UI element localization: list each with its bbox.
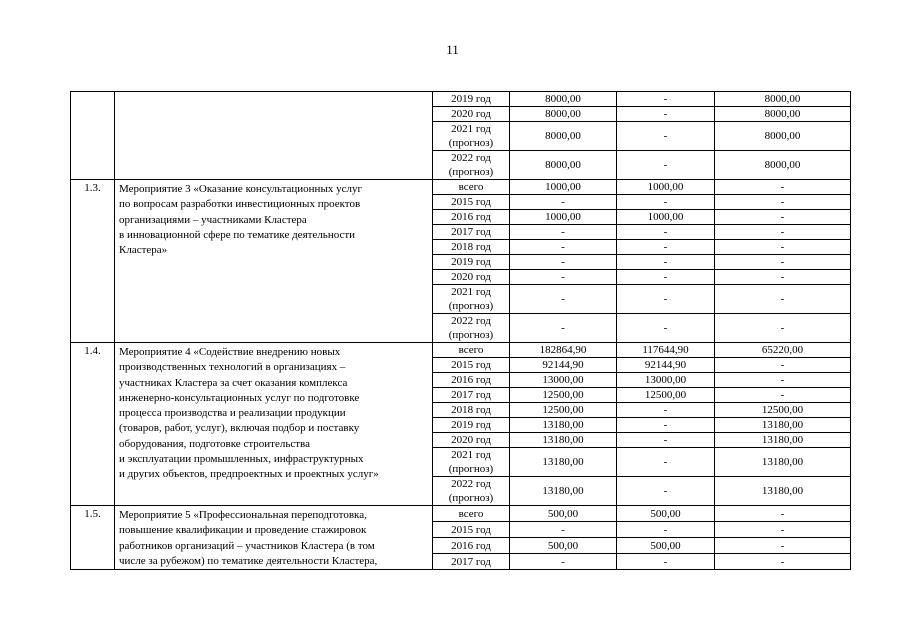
page-number: 11 — [446, 42, 459, 57]
year-cell: 2016 год — [433, 538, 510, 554]
source-two-amount-cell: - — [715, 270, 851, 285]
source-one-amount-cell: 1000,00 — [617, 180, 715, 195]
budget-table — [70, 91, 851, 570]
item-code: 1.5. — [71, 506, 115, 570]
year-cell: 2019 год — [433, 418, 510, 433]
source-one-amount-cell: 13000,00 — [617, 373, 715, 388]
source-two-amount-cell: - — [715, 554, 851, 570]
source-one-amount-cell: - — [617, 270, 715, 285]
source-one-amount-cell: - — [617, 477, 715, 506]
total-amount-cell: - — [510, 270, 617, 285]
item-description: Мероприятие 3 «Оказание консультационных услуг по вопросам разработки инвестиционных проектов организациями – участниками Кластера в инновационной сфере по тематике деятельности Кластера» — [115, 180, 433, 343]
source-one-amount-cell: - — [617, 403, 715, 418]
year-cell: 2022 год (прогноз) — [433, 314, 510, 343]
source-two-amount-cell: 13180,00 — [715, 418, 851, 433]
source-one-amount-cell: - — [617, 240, 715, 255]
source-one-amount-cell: - — [617, 522, 715, 538]
source-two-amount-cell: - — [715, 225, 851, 240]
total-amount-cell: 8000,00 — [510, 151, 617, 180]
year-cell: 2020 год — [433, 107, 510, 122]
total-amount-cell: 13180,00 — [510, 448, 617, 477]
year-cell: 2015 год — [433, 522, 510, 538]
source-one-amount-cell: - — [617, 255, 715, 270]
total-amount-cell: - — [510, 225, 617, 240]
total-amount-cell: 8000,00 — [510, 122, 617, 151]
year-cell: 2017 год — [433, 388, 510, 403]
source-two-amount-cell: - — [715, 506, 851, 522]
total-amount-cell: 500,00 — [510, 506, 617, 522]
year-cell: 2021 год (прогноз) — [433, 122, 510, 151]
year-cell: 2019 год — [433, 255, 510, 270]
total-amount-cell: 8000,00 — [510, 92, 617, 107]
source-one-amount-cell: - — [617, 225, 715, 240]
table-row — [71, 180, 851, 195]
total-amount-cell: 1000,00 — [510, 180, 617, 195]
total-amount-cell: - — [510, 522, 617, 538]
source-one-amount-cell: 12500,00 — [617, 388, 715, 403]
total-amount-cell: 13180,00 — [510, 433, 617, 448]
source-one-amount-cell: 92144,90 — [617, 358, 715, 373]
source-two-amount-cell: - — [715, 285, 851, 314]
source-two-amount-cell: - — [715, 522, 851, 538]
table-body — [71, 92, 851, 570]
item-code — [71, 92, 115, 180]
total-amount-cell: 8000,00 — [510, 107, 617, 122]
source-one-amount-cell: - — [617, 195, 715, 210]
source-one-amount-cell: - — [617, 433, 715, 448]
source-one-amount-cell: - — [617, 151, 715, 180]
source-one-amount-cell: - — [617, 107, 715, 122]
source-two-amount-cell: 8000,00 — [715, 151, 851, 180]
year-cell: 2022 год (прогноз) — [433, 477, 510, 506]
source-one-amount-cell: - — [617, 314, 715, 343]
source-two-amount-cell: 13180,00 — [715, 448, 851, 477]
year-cell: 2016 год — [433, 373, 510, 388]
source-one-amount-cell: - — [617, 285, 715, 314]
source-two-amount-cell: - — [715, 388, 851, 403]
year-cell: 2018 год — [433, 403, 510, 418]
source-two-amount-cell: - — [715, 314, 851, 343]
source-one-amount-cell: 1000,00 — [617, 210, 715, 225]
source-two-amount-cell: 8000,00 — [715, 122, 851, 151]
total-amount-cell: 12500,00 — [510, 403, 617, 418]
source-one-amount-cell: 500,00 — [617, 538, 715, 554]
total-amount-cell: - — [510, 255, 617, 270]
item-description: Мероприятие 4 «Содействие внедрению новых производственных технологий в организациях – участниках Кластера за счет оказания комплекса инженерно-консультационных услуг по подготовке процесса производства и реализации продукции (товаров, работ, услуг), включая подбор и поставку оборудования, подготовке строительства и эксплуатации промышленных, инфраструктурных и других объектов, предпроектных и проектных услуг» — [115, 343, 433, 506]
total-amount-cell: - — [510, 240, 617, 255]
total-amount-cell: 182864,90 — [510, 343, 617, 358]
year-cell: 2015 год — [433, 358, 510, 373]
source-two-amount-cell: 12500,00 — [715, 403, 851, 418]
source-two-amount-cell: - — [715, 240, 851, 255]
total-amount-cell: 13180,00 — [510, 418, 617, 433]
total-amount-cell: - — [510, 285, 617, 314]
year-cell: 2022 год (прогноз) — [433, 151, 510, 180]
total-amount-cell: 500,00 — [510, 538, 617, 554]
year-cell: 2016 год — [433, 210, 510, 225]
source-two-amount-cell: 13180,00 — [715, 433, 851, 448]
source-two-amount-cell: - — [715, 195, 851, 210]
year-cell: всего — [433, 180, 510, 195]
year-cell: всего — [433, 506, 510, 522]
item-description — [115, 92, 433, 180]
source-two-amount-cell: - — [715, 373, 851, 388]
source-two-amount-cell: - — [715, 180, 851, 195]
table-row — [71, 343, 851, 358]
source-two-amount-cell: 8000,00 — [715, 92, 851, 107]
year-cell: 2018 год — [433, 240, 510, 255]
source-two-amount-cell: - — [715, 210, 851, 225]
year-cell: 2015 год — [433, 195, 510, 210]
total-amount-cell: - — [510, 554, 617, 570]
year-cell: 2017 год — [433, 554, 510, 570]
table-row — [71, 506, 851, 522]
source-two-amount-cell: - — [715, 255, 851, 270]
year-cell: 2019 год — [433, 92, 510, 107]
year-cell: 2020 год — [433, 270, 510, 285]
source-two-amount-cell: 65220,00 — [715, 343, 851, 358]
item-code: 1.3. — [71, 180, 115, 343]
total-amount-cell: - — [510, 195, 617, 210]
total-amount-cell: 92144,90 — [510, 358, 617, 373]
year-cell: 2017 год — [433, 225, 510, 240]
year-cell: 2021 год (прогноз) — [433, 285, 510, 314]
source-one-amount-cell: - — [617, 418, 715, 433]
year-cell: 2021 год (прогноз) — [433, 448, 510, 477]
source-two-amount-cell: 13180,00 — [715, 477, 851, 506]
source-one-amount-cell: - — [617, 554, 715, 570]
source-one-amount-cell: - — [617, 92, 715, 107]
source-one-amount-cell: - — [617, 122, 715, 151]
source-two-amount-cell: - — [715, 358, 851, 373]
total-amount-cell: - — [510, 314, 617, 343]
total-amount-cell: 12500,00 — [510, 388, 617, 403]
source-two-amount-cell: - — [715, 538, 851, 554]
year-cell: 2020 год — [433, 433, 510, 448]
source-two-amount-cell: 8000,00 — [715, 107, 851, 122]
total-amount-cell: 13000,00 — [510, 373, 617, 388]
item-code: 1.4. — [71, 343, 115, 506]
year-cell: всего — [433, 343, 510, 358]
source-one-amount-cell: 500,00 — [617, 506, 715, 522]
item-description: Мероприятие 5 «Профессиональная переподготовка, повышение квалификации и проведение стажировок работников организаций – участников Кластера (в том числе за рубежом) по тематике деятельности Кластера, — [115, 506, 433, 570]
table-row — [71, 92, 851, 107]
total-amount-cell: 1000,00 — [510, 210, 617, 225]
total-amount-cell: 13180,00 — [510, 477, 617, 506]
source-one-amount-cell: 117644,90 — [617, 343, 715, 358]
source-one-amount-cell: - — [617, 448, 715, 477]
